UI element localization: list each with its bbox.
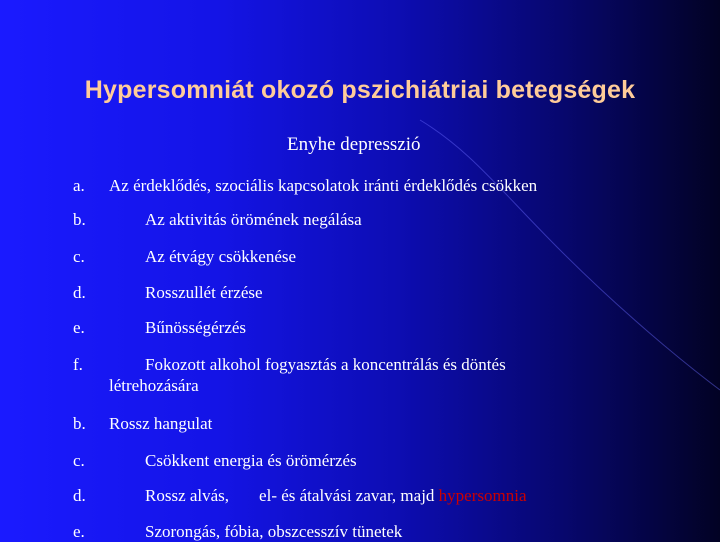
list-item-letter: b. [73, 210, 86, 229]
list-item-letter: a. [73, 176, 85, 195]
list-item-letter: d. [73, 283, 86, 302]
list-item-text: Az aktivitás örömének negálása [145, 210, 362, 229]
list-item-text: Bűnösségérzés [145, 318, 247, 337]
list-item-letter: d. [73, 486, 86, 505]
list-item-text: Az étvágy csökkenése [145, 247, 297, 266]
list-item-text: Rosszullét érzése [145, 283, 263, 302]
list-item-text: Szorongás, fóbia, obszcesszív tünetek [145, 522, 403, 541]
list-item-highlight: hypersomnia [438, 486, 527, 505]
slide-subtitle: Enyhe depresszió [287, 134, 421, 155]
list-item-letter: b. [73, 414, 86, 433]
list-item-text [109, 485, 669, 506]
list-item-text-start: Rossz alvás, [145, 486, 230, 505]
list-item-text: Csökkent energia és örömérzés [145, 451, 357, 470]
list-item-letter: c. [73, 247, 85, 266]
list-item-text: Fokozott alkohol fogyasztás a koncentrálás és döntés létrehozására [109, 355, 506, 395]
list-item-text-middle: el- és átalvási zavar, majd [259, 486, 435, 505]
list-item-letter: e. [73, 522, 85, 541]
slide-title: Hypersomniát okozó pszichiátriai betegségek [84, 76, 636, 104]
list-item-text: Az érdeklődés, szociális kapcsolatok iránti érdeklődés csökken [109, 176, 538, 195]
list-item-letter: f. [73, 355, 83, 374]
list-item-text: Rossz hangulat [109, 414, 213, 433]
list-item-letter: e. [73, 318, 85, 337]
list-item-letter: c. [73, 451, 85, 470]
